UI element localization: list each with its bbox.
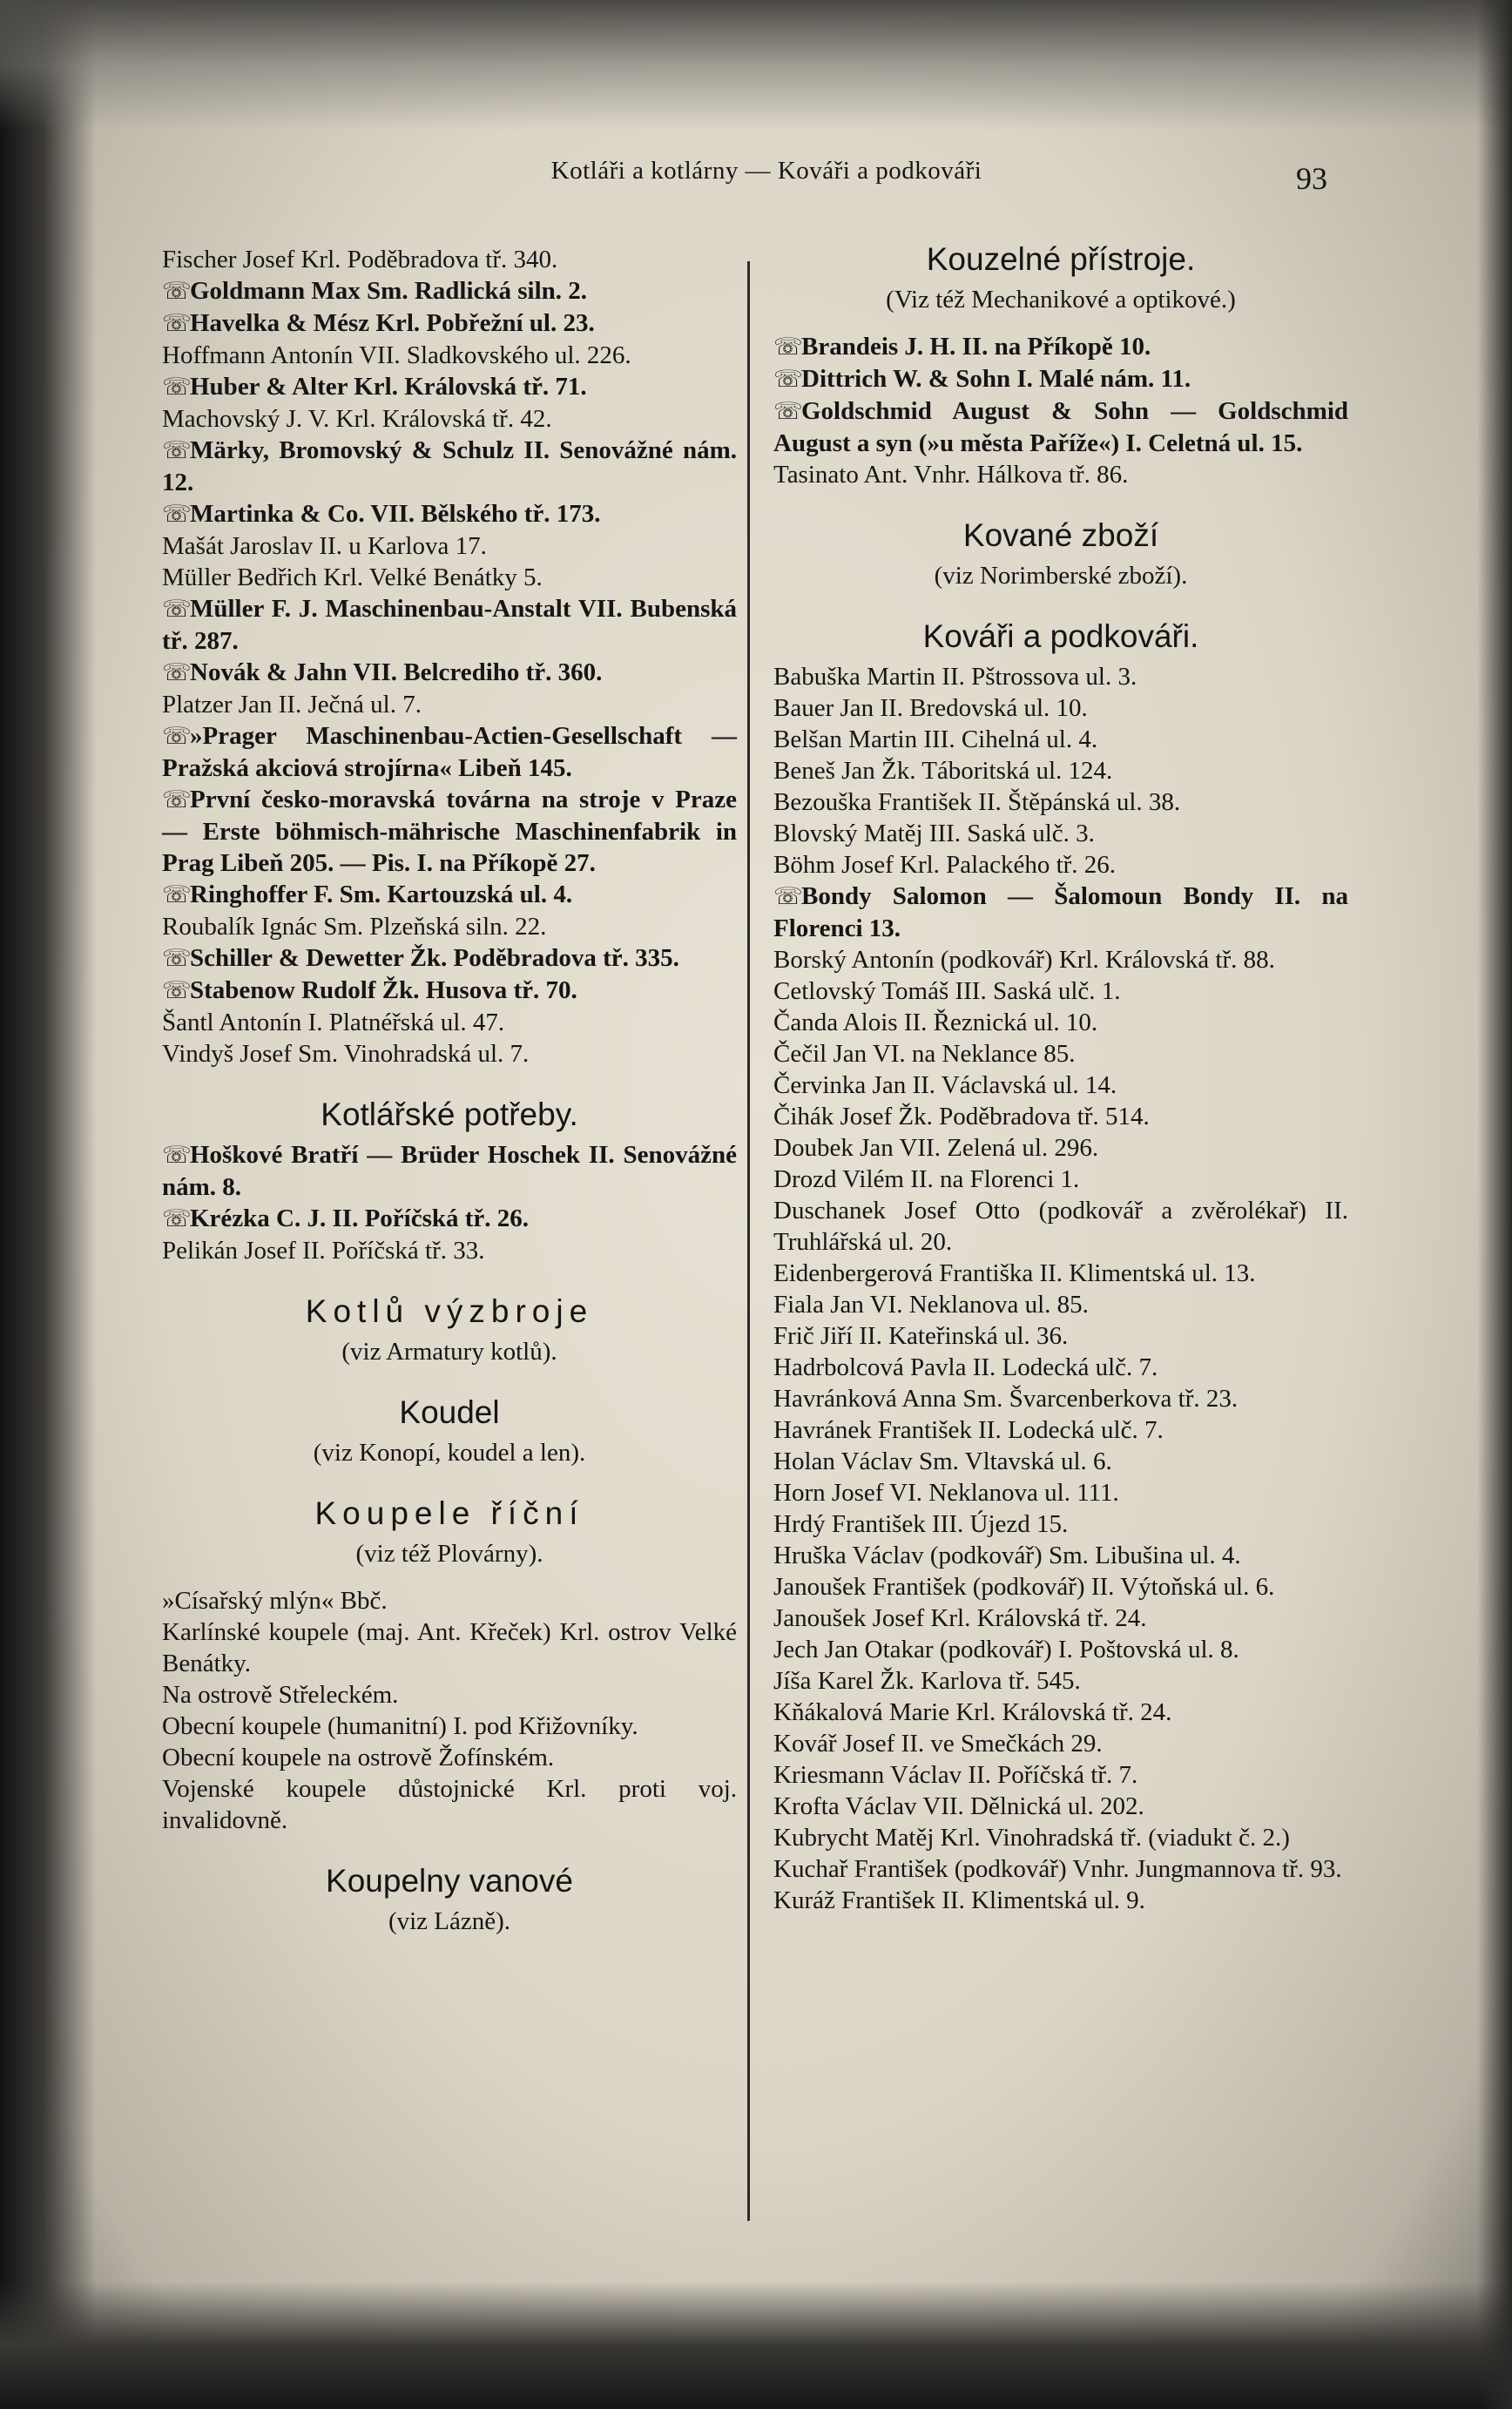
directory-entry	[773, 692, 1348, 724]
directory-entry	[162, 498, 737, 530]
entry-text: Cetlovský Tomáš III. Saská ulč. 1.	[773, 977, 1121, 1005]
directory-entry	[162, 1038, 737, 1070]
directory-entry	[162, 275, 737, 307]
section-heading-kovari: Kováři a podkováři.	[922, 618, 1199, 654]
directory-entry	[773, 1571, 1348, 1603]
directory-entry	[162, 784, 737, 879]
left-entries-potreby	[162, 1139, 737, 1266]
entry-text: Beneš Jan Žk. Táboritská ul. 124.	[773, 757, 1113, 785]
telephone-icon: ☏	[773, 366, 803, 393]
directory-entry	[773, 881, 1348, 944]
directory-entry	[162, 1679, 737, 1711]
directory-entry	[773, 975, 1348, 1007]
entry-text: Kňákalová Marie Krl. Královská tř. 24.	[773, 1698, 1172, 1726]
telephone-icon: ☏	[162, 1205, 192, 1232]
entry-text: Kuchař František (podkovář) Vnhr. Jungmannova tř. 93.	[773, 1855, 1342, 1883]
directory-entry	[773, 849, 1348, 881]
directory-entry	[773, 1195, 1348, 1258]
telephone-icon: ☏	[162, 278, 192, 305]
entry-text: Čečil Jan VI. na Neklance 85.	[773, 1040, 1076, 1068]
entry-text: Čanda Alois II. Řeznická ul. 10.	[773, 1009, 1098, 1036]
telephone-icon: ☏	[162, 977, 192, 1004]
left-edge-shadow	[0, 0, 96, 2409]
see-reference-koupele: (viz též Plovárny).	[355, 1540, 543, 1568]
entry-text: »Prager Maschinenbau-Actien-Gesellschaft — Pražská akciová strojírna« Libeň 145.	[162, 722, 737, 782]
see-reference-kouzelne: (Viz též Mechanikové a optikové.)	[886, 286, 1236, 314]
directory-entry	[773, 363, 1348, 395]
entry-text: Fiala Jan VI. Neklanova ul. 85.	[773, 1291, 1089, 1319]
entry-text: Belšan Martin III. Cihelná ul. 4.	[773, 725, 1098, 753]
directory-entry	[773, 1414, 1348, 1446]
directory-entry	[773, 1634, 1348, 1665]
entry-text: Janoušek Josef Krl. Královská tř. 24.	[773, 1604, 1147, 1632]
section-heading-koupelny-vanove: Koupelny vanové	[326, 1863, 573, 1899]
entry-text: Holan Václav Sm. Vltavská ul. 6.	[773, 1447, 1112, 1475]
top-edge-shadow	[0, 0, 1512, 131]
see-reference-kovane: (viz Norimberské zboží).	[934, 562, 1188, 590]
directory-entry	[162, 1616, 737, 1679]
telephone-icon: ☏	[162, 1142, 192, 1169]
directory-entry	[773, 1007, 1348, 1038]
directory-entry	[773, 1508, 1348, 1540]
entry-text: Hrdý František III. Újezd 15.	[773, 1510, 1069, 1538]
directory-entry	[773, 1101, 1348, 1132]
entry-text: Machovský J. V. Krl. Královská tř. 42.	[162, 405, 552, 433]
directory-entry	[773, 395, 1348, 459]
entry-text: Bezouška František II. Štěpánská ul. 38.	[773, 788, 1181, 816]
entry-text: Dittrich W. & Sohn I. Malé nám. 11.	[801, 365, 1191, 393]
directory-entry	[162, 1585, 737, 1616]
directory-entry	[773, 1320, 1348, 1352]
directory-entry	[162, 403, 737, 435]
directory-entry	[162, 371, 737, 403]
directory-entry	[162, 689, 737, 720]
directory-entry	[773, 1383, 1348, 1414]
telephone-icon: ☏	[162, 310, 192, 337]
running-header: Kotláři a kotlárny — Kováři a podkováři	[550, 157, 982, 185]
entry-text: »Císařský mlýn« Bbč.	[162, 1587, 388, 1615]
directory-entry	[773, 1258, 1348, 1289]
directory-entry	[162, 340, 737, 371]
section-heading-kouzelne-pristroje: Kouzelné přístroje.	[926, 241, 1196, 277]
section-heading-koudel: Koudel	[399, 1394, 500, 1430]
entry-text: Na ostrově Střeleckém.	[162, 1681, 399, 1709]
entry-text: Vindyš Josef Sm. Vinohradská ul. 7.	[162, 1040, 530, 1068]
directory-entry	[162, 1007, 737, 1038]
see-reference-koudel: (viz Konopí, koudel a len).	[313, 1439, 586, 1467]
directory-entry	[773, 944, 1348, 975]
entry-text: Červinka Jan II. Václavská ul. 14.	[773, 1071, 1117, 1099]
see-reference-vyzbroje: (viz Armatury kotlů).	[341, 1338, 557, 1366]
entry-text: Mašát Jaroslav II. u Karlova 17.	[162, 532, 487, 560]
directory-entry	[162, 593, 737, 657]
directory-entry	[162, 657, 737, 689]
section-heading-koupele-ricni: Koupele říční	[314, 1495, 584, 1531]
entry-text: Horn Josef VI. Neklanova ul. 111.	[773, 1479, 1119, 1507]
left-entries-koupele	[162, 1585, 737, 1836]
telephone-icon: ☏	[773, 398, 803, 425]
right-entries-kovari	[773, 661, 1348, 1916]
entry-text: Kriesmann Václav II. Poříčská tř. 7.	[773, 1761, 1138, 1789]
telephone-icon: ☏	[162, 596, 192, 623]
entry-text: Karlínské koupele (maj. Ant. Křeček) Krl. ostrov Velké Benátky.	[162, 1618, 737, 1677]
entry-text: Borský Antonín (podkovář) Krl. Královská tř. 88.	[773, 946, 1275, 974]
directory-entry	[773, 331, 1348, 363]
entry-text: Duschanek Josef Otto (podkovář a zvěrolékař) II. Truhlářská ul. 20.	[773, 1197, 1348, 1256]
directory-entry	[773, 1164, 1348, 1195]
directory-entry	[773, 1697, 1348, 1728]
entry-text: Drozd Vilém II. na Florenci 1.	[773, 1165, 1080, 1193]
column-divider	[747, 261, 750, 2221]
entry-text: Kuráž František II. Klimentská ul. 9.	[773, 1886, 1145, 1914]
entry-text: Eidenbergerová Františka II. Klimentská ul. 13.	[773, 1259, 1256, 1287]
entry-text: Märky, Bromovský & Schulz II. Senovážné nám. 12.	[162, 436, 737, 496]
entry-text: Čihák Josef Žk. Poděbradova tř. 514.	[773, 1103, 1150, 1130]
entry-text: Pelikán Josef II. Poříčská tř. 33.	[162, 1237, 485, 1265]
entry-text: Janoušek František (podkovář) II. Výtoňská ul. 6.	[773, 1573, 1275, 1601]
directory-entry	[773, 459, 1348, 490]
entry-text: Havránek František II. Lodecká ulč. 7.	[773, 1416, 1164, 1444]
telephone-icon: ☏	[162, 374, 192, 401]
entry-text: Ringhoffer F. Sm. Kartouzská ul. 4.	[190, 881, 573, 908]
entry-text: Roubalík Ignác Sm. Plzeňská siln. 22.	[162, 913, 547, 941]
telephone-icon: ☏	[162, 659, 192, 686]
right-entries-kouzelne	[773, 331, 1348, 490]
entry-text: Martinka & Co. VII. Bělského tř. 173.	[190, 500, 601, 528]
entry-text: Obecní koupele na ostrově Žofínském.	[162, 1744, 555, 1771]
entry-text: Novák & Jahn VII. Belcrediho tř. 360.	[190, 658, 603, 686]
entry-text: Bauer Jan II. Bredovská ul. 10.	[773, 694, 1088, 722]
see-reference-koupelny: (viz Lázně).	[388, 1907, 511, 1935]
directory-entry	[162, 562, 737, 593]
entry-text: Stabenow Rudolf Žk. Husova tř. 70.	[190, 976, 577, 1004]
telephone-icon: ☏	[162, 501, 192, 528]
directory-entry	[773, 1446, 1348, 1477]
entry-text: Kovář Josef II. ve Smečkách 29.	[773, 1730, 1103, 1758]
telephone-icon: ☏	[773, 334, 803, 361]
entry-text: Obecní koupele (humanitní) I. pod Křižovníky.	[162, 1712, 638, 1740]
directory-entry	[162, 1742, 737, 1773]
directory-entry	[773, 724, 1348, 755]
entry-text: Havelka & Mész Krl. Pobřežní ul. 23.	[190, 309, 595, 337]
telephone-icon: ☏	[162, 723, 192, 750]
directory-entry	[773, 1853, 1348, 1885]
directory-entry	[773, 1665, 1348, 1697]
directory-entry	[773, 755, 1348, 786]
entry-text: Fischer Josef Krl. Poděbradova tř. 340.	[162, 246, 558, 273]
directory-entry	[773, 1477, 1348, 1508]
entry-text: Tasinato Ant. Vnhr. Hálkova tř. 86.	[773, 461, 1129, 489]
directory-entry	[162, 530, 737, 562]
entry-text: Hoškové Bratří — Brüder Hoschek II. Senovážné nám. 8.	[162, 1141, 737, 1201]
bottom-edge-shadow	[0, 2282, 1512, 2409]
telephone-icon: ☏	[162, 945, 192, 972]
telephone-icon: ☏	[162, 786, 192, 813]
directory-entry	[773, 661, 1348, 692]
entry-text: Hoffmann Antonín VII. Sladkovského ul. 226.	[162, 341, 631, 369]
directory-entry	[162, 1773, 737, 1836]
telephone-icon: ☏	[773, 883, 803, 910]
entry-text: Havránková Anna Sm. Švarcenberkova tř. 23.	[773, 1385, 1239, 1413]
directory-entry	[162, 1203, 737, 1235]
entry-text: Babuška Martin II. Pštrossova ul. 3.	[773, 663, 1137, 691]
directory-entry	[773, 1791, 1348, 1822]
section-heading-kotlu-vyzbroje: Kotlů výzbroje	[305, 1293, 594, 1329]
directory-entry	[773, 1352, 1348, 1383]
directory-entry	[773, 1038, 1348, 1070]
directory-entry	[773, 1822, 1348, 1853]
directory-entry	[773, 1603, 1348, 1634]
left-column	[162, 244, 737, 1953]
entry-text: Platzer Jan II. Ječná ul. 7.	[162, 691, 422, 719]
entry-text: Jíša Karel Žk. Karlova tř. 545.	[773, 1667, 1081, 1695]
entry-text: Jech Jan Otakar (podkovář) I. Poštovská ul. 8.	[773, 1636, 1239, 1663]
right-column	[773, 241, 1348, 1916]
entry-text: Hadrbolcová Pavla II. Lodecká ulč. 7.	[773, 1353, 1158, 1381]
entry-text: Schiller & Dewetter Žk. Poděbradova tř. 335.	[190, 944, 679, 972]
directory-entry	[773, 1728, 1348, 1759]
entry-text: První česko-moravská továrna na stroje v Praze — Erste böhmisch-mährische Maschinenfabrik in Prag Libeň 205. — Pis. I. na Příkopě 27.	[162, 786, 737, 877]
directory-entry	[162, 879, 737, 911]
directory-entry	[773, 1885, 1348, 1916]
telephone-icon: ☏	[162, 881, 192, 908]
directory-entry	[773, 1759, 1348, 1791]
directory-entry	[162, 435, 737, 498]
entry-text: Kubrycht Matěj Krl. Vinohradská tř. (viadukt č. 2.)	[773, 1824, 1290, 1852]
entry-text: Doubek Jan VII. Zelená ul. 296.	[773, 1134, 1099, 1162]
directory-entry	[773, 1289, 1348, 1320]
directory-entry	[162, 307, 737, 340]
entry-text: Huber & Alter Krl. Královská tř. 71.	[190, 373, 587, 401]
directory-entry	[162, 975, 737, 1007]
section-heading-kotlarske-potreby: Kotlářské potřeby.	[321, 1097, 578, 1132]
directory-entry	[773, 1132, 1348, 1164]
directory-entry	[773, 786, 1348, 818]
entry-text: Krofta Václav VII. Dělnická ul. 202.	[773, 1792, 1144, 1820]
entry-text: Brandeis J. H. II. na Příkopě 10.	[801, 333, 1151, 361]
entry-text: Blovský Matěj III. Saská ulč. 3.	[773, 820, 1095, 847]
directory-entry	[162, 911, 737, 942]
left-entries-boilermakers	[162, 244, 737, 1070]
entry-text: Frič Jiří II. Kateřinská ul. 36.	[773, 1322, 1069, 1350]
entry-text: Böhm Josef Krl. Palackého tř. 26.	[773, 851, 1117, 879]
page-number: 93	[1296, 161, 1327, 196]
entry-text: Šantl Antonín I. Platnéřská ul. 47.	[162, 1009, 505, 1036]
directory-entry	[162, 244, 737, 275]
entry-text: Hruška Václav (podkovář) Sm. Libušina ul. 4.	[773, 1542, 1241, 1569]
entry-text: Goldmann Max Sm. Radlická siln. 2.	[190, 277, 588, 305]
entry-text: Krézka C. J. II. Poříčská tř. 26.	[190, 1204, 530, 1232]
section-heading-kovane-zbozi: Kované zboží	[962, 517, 1159, 553]
directory-entry	[162, 1235, 737, 1266]
entry-text: Müller Bedřich Krl. Velké Benátky 5.	[162, 563, 543, 591]
directory-entry	[162, 1711, 737, 1742]
directory-entry	[162, 942, 737, 975]
telephone-icon: ☏	[162, 437, 192, 464]
directory-entry	[162, 1139, 737, 1203]
directory-entry	[773, 818, 1348, 849]
entry-text: Goldschmid August & Sohn — Goldschmid August a syn (»u města Paříže«) I. Celetná ul. 15.	[773, 397, 1348, 457]
directory-entry	[773, 1070, 1348, 1101]
directory-entry	[162, 720, 737, 784]
right-edge-shadow	[1477, 0, 1512, 2409]
entry-text: Vojenské koupele důstojnické Krl. proti voj. invalidovně.	[162, 1775, 737, 1834]
entry-text: Bondy Salomon — Šalomoun Bondy II. na Florenci 13.	[773, 882, 1348, 942]
entry-text: Müller F. J. Maschinenbau-Anstalt VII. Bubenská tř. 287.	[162, 595, 737, 655]
directory-entry	[773, 1540, 1348, 1571]
